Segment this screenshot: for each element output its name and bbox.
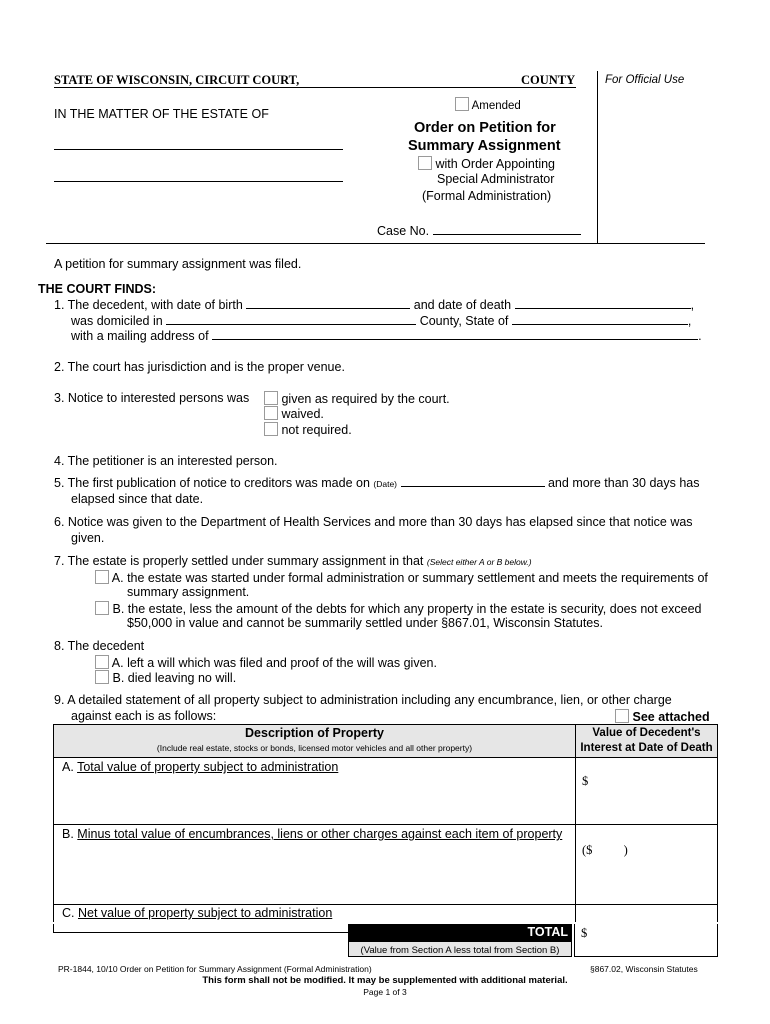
- dob-input[interactable]: [246, 308, 410, 309]
- item-1-dod-label: and date of death: [413, 298, 512, 312]
- findings-heading: THE COURT FINDS:: [38, 282, 157, 296]
- modification-notice: This form shall not be modified. It may be supplemented with additional material.: [202, 975, 568, 986]
- item-8a-label: A. left a will which was filed and proof of the will was given.: [111, 656, 437, 670]
- item-7a-option: [95, 570, 708, 585]
- item-8a-checkbox[interactable]: [95, 655, 109, 669]
- property-table: [53, 724, 718, 922]
- appoint-label-1: with Order Appointing: [435, 157, 555, 171]
- item-5-line-1: [54, 476, 699, 490]
- estate-name-line-1[interactable]: [54, 149, 343, 150]
- item-4: 4. The petitioner is an interested person.: [54, 454, 278, 468]
- intro-statement: A petition for summary assignment was filed.: [54, 257, 302, 271]
- item-7a-label-cont: summary assignment.: [127, 585, 250, 599]
- item-6-line-2: given.: [71, 531, 105, 545]
- row-b-label: Minus total value of encumbrances, liens or other charges against each item of property: [77, 827, 563, 841]
- row-c-prefix: C.: [62, 906, 75, 920]
- mailing-address-input[interactable]: [212, 339, 698, 340]
- publication-date-input[interactable]: [401, 486, 545, 487]
- item-5-label: 5. The first publication of notice to creditors was made on: [54, 476, 370, 490]
- item-7a-label: A. the estate was started under formal administration or summary settlement and meets the requirements of: [111, 571, 708, 585]
- total-value-right-border: [717, 924, 718, 957]
- form-id-footer: PR-1844, 10/10 Order on Petition for Summary Assignment (Formal Administration): [58, 964, 372, 974]
- item-7b-label: B. the estate, less the amount of the debts for which any property in the estate is security, does not exceed: [112, 602, 702, 616]
- court-label: STATE OF WISCONSIN, CIRCUIT COURT,: [54, 73, 300, 87]
- item-8a-option: [95, 655, 437, 670]
- appoint-label-2: Special Administrator: [437, 172, 555, 186]
- court-underline: [54, 87, 576, 88]
- total-label: TOTAL: [348, 924, 572, 941]
- item-1-line-1: 1. The decedent, with date of birth and date of death ,: [54, 298, 695, 312]
- county-input[interactable]: [166, 324, 416, 325]
- dod-input[interactable]: [515, 308, 691, 309]
- statute-footer: §867.02, Wisconsin Statutes: [590, 964, 698, 974]
- notice-waived-option: [264, 406, 324, 421]
- case-number-label: Case No.: [377, 224, 430, 238]
- item-2: 2. The court has jurisdiction and is the proper venue.: [54, 360, 345, 374]
- total-value-bottom-border: [574, 956, 718, 957]
- page-number: Page 1 of 3: [363, 987, 407, 997]
- notice-not-required-checkbox[interactable]: [264, 422, 278, 436]
- total-value-left-border: [574, 924, 575, 957]
- item-8b-option: [95, 670, 236, 685]
- item-1-state-label: County, State of: [419, 314, 509, 328]
- appoint-special-admin-checkbox[interactable]: [418, 156, 432, 170]
- row-c-value[interactable]: [576, 905, 718, 922]
- value-header-line-2: Interest at Date of Death: [580, 742, 713, 754]
- estate-name-line-2[interactable]: [54, 181, 343, 182]
- total-note-text: (Value from Section A less total from Section B): [360, 945, 560, 956]
- item-1-line-3: with a mailing address of .: [71, 329, 702, 343]
- amended-option: [455, 97, 521, 112]
- item-5-label-cont: and more than 30 days has: [547, 476, 700, 490]
- item-1-dob-label: 1. The decedent, with date of birth: [54, 298, 243, 312]
- case-number-input[interactable]: [433, 234, 581, 235]
- header-rule: [46, 243, 705, 244]
- item-7a-checkbox[interactable]: [95, 570, 109, 584]
- see-attached-label: See attached: [632, 710, 710, 724]
- row-c-bottom-line: [53, 932, 348, 933]
- item-1-line-2: was domiciled in County, State of ,: [71, 314, 692, 328]
- row-c-description: [54, 905, 576, 922]
- state-input[interactable]: [512, 324, 688, 325]
- item-8-lead: 8. The decedent: [54, 639, 145, 653]
- description-subheader: (Include real estate, stocks or bonds, licensed motor vehicles and all other property): [156, 743, 473, 753]
- value-header-cell: [576, 725, 718, 758]
- item-6-line-1: 6. Notice was given to the Department of Health Services and more than 30 days has elapsed since that notice was: [54, 515, 693, 529]
- notice-given-label: given as required by the court.: [281, 392, 450, 406]
- total-value[interactable]: $: [581, 926, 588, 940]
- item-8b-label: B. died leaving no will.: [112, 671, 237, 685]
- item-8b-checkbox[interactable]: [95, 670, 109, 684]
- total-note: [348, 941, 572, 957]
- amended-label: Amended: [471, 100, 521, 112]
- item-7-note: (Select either A or B below.): [426, 557, 532, 567]
- amended-checkbox[interactable]: [455, 97, 469, 111]
- notice-not-required-label: not required.: [281, 423, 352, 437]
- description-header-cell: [54, 725, 576, 758]
- item-9-line-1: 9. A detailed statement of all property subject to administration including any encumbrance, lien, or other charge: [54, 693, 672, 707]
- item-7b-checkbox[interactable]: [95, 601, 109, 615]
- publication-date-hint: (Date): [373, 479, 398, 489]
- see-attached-checkbox[interactable]: [615, 709, 629, 723]
- formal-admin-label: (Formal Administration): [422, 189, 552, 203]
- notice-waived-label: waived.: [281, 407, 324, 421]
- form-title-line-1: Order on Petition for: [414, 120, 556, 136]
- appoint-option: [418, 156, 555, 171]
- item-5-line-2: elapsed since that date.: [71, 492, 204, 506]
- item-7b-label-cont: $50,000 in value and cannot be summarily settled under §867.01, Wisconsin Statutes.: [127, 616, 603, 630]
- notice-not-required-option: [264, 422, 352, 437]
- value-header-line-1: Value of Decedent's: [592, 727, 701, 739]
- row-b-prefix: B.: [62, 827, 74, 841]
- description-header: Description of Property: [245, 726, 384, 740]
- item-7-label: 7. The estate is properly settled under summary assignment in that: [54, 554, 424, 568]
- item-1-domicile-label: was domiciled in: [71, 314, 163, 328]
- row-a-value[interactable]: $: [576, 758, 718, 825]
- item-7b-option: [95, 601, 701, 616]
- row-a-label: Total value of property subject to administration: [77, 760, 339, 774]
- form-title-line-2: Summary Assignment: [408, 138, 561, 154]
- see-attached-option: [615, 709, 710, 724]
- county-label: COUNTY: [521, 73, 576, 87]
- notice-given-option: [264, 391, 450, 406]
- case-number-field: [377, 224, 581, 238]
- row-a-prefix: A.: [62, 760, 74, 774]
- official-use-divider: [597, 71, 598, 243]
- notice-waived-checkbox[interactable]: [264, 406, 278, 420]
- official-use-label: For Official Use: [605, 74, 685, 86]
- item-3-lead: 3. Notice to interested persons was: [54, 391, 250, 405]
- row-b-description: [54, 825, 576, 905]
- item-7-lead: [54, 554, 532, 568]
- row-b-value[interactable]: ($ ): [576, 825, 718, 905]
- item-1-address-label: with a mailing address of: [71, 329, 209, 343]
- notice-given-checkbox[interactable]: [264, 391, 278, 405]
- row-c-label: Net value of property subject to administration: [77, 906, 333, 920]
- item-9-line-2: against each is as follows:: [71, 709, 217, 723]
- row-a-description: [54, 758, 576, 825]
- estate-matter-label: IN THE MATTER OF THE ESTATE OF: [54, 107, 269, 121]
